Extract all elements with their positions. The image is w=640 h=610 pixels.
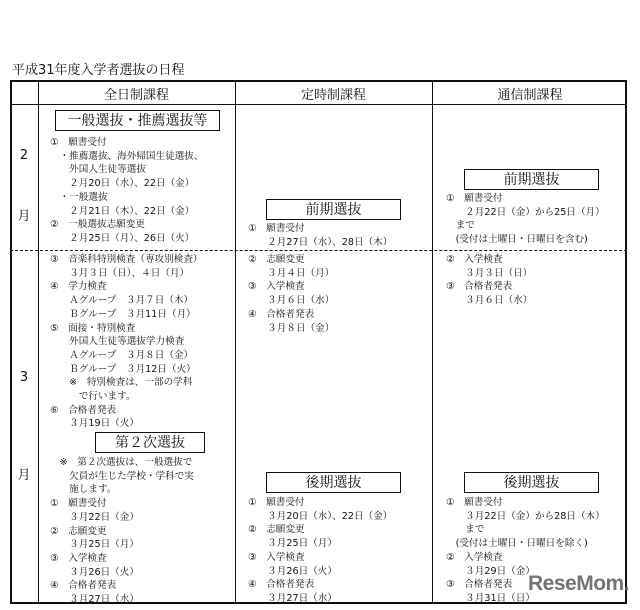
schedule-line: ・推薦選抜、海外帰国生徒選抜、 bbox=[50, 150, 204, 162]
schedule-line: ③ 合格者発表 bbox=[446, 579, 513, 591]
schedule-line: で行います。 bbox=[50, 391, 136, 403]
schedule-line: ２月27日（水）、28日（木） bbox=[248, 236, 393, 248]
schedule-line: Ａグループ ３月７日（木） bbox=[50, 295, 194, 307]
schedule-line: ⑥ 合格者発表 bbox=[50, 404, 117, 416]
schedule-line: ２月21日（木）、22日（金） bbox=[50, 205, 195, 217]
schedule-line: 外国人生徒等選抜 bbox=[50, 164, 146, 176]
schedule-line: ３月25日（月） bbox=[248, 538, 337, 550]
schedule-line: ② 一般選抜志願変更 bbox=[50, 219, 145, 231]
schedule-line: ３月20日（水）、22日（金） bbox=[248, 510, 393, 522]
month-mar-number: 3 bbox=[19, 370, 29, 385]
correspondence-mar-list bbox=[446, 253, 532, 308]
schedule-line: ③ 音楽科特別検査（専攻別検査） bbox=[50, 254, 203, 265]
fulltime-mar-list bbox=[50, 253, 203, 431]
schedule-line: まで bbox=[446, 524, 485, 536]
header-correspondence: 通信制課程 bbox=[497, 88, 563, 103]
schedule-line: ３月25日（月） bbox=[50, 539, 139, 551]
schedule-line: ① 願書受付 bbox=[248, 223, 305, 234]
schedule-line: ② 志願変更 bbox=[50, 525, 107, 537]
schedule-line: ③ 入学検査 bbox=[50, 552, 107, 564]
schedule-line: ３月22日（金）から28日（木） bbox=[446, 510, 605, 522]
general-selection-box: 一般選抜・推薦選抜等 bbox=[55, 110, 220, 131]
schedule-line: ③ 入学検査 bbox=[248, 551, 305, 563]
schedule-line: ④ 合格者発表 bbox=[50, 580, 117, 592]
schedule-line: 施します。 bbox=[50, 484, 117, 496]
column-divider bbox=[38, 80, 39, 604]
schedule-line: ② 入学検査 bbox=[446, 551, 503, 563]
parttime-second-list bbox=[248, 496, 392, 606]
schedule-line: ３月27日（水） bbox=[248, 592, 337, 604]
schedule-line: ３月19日（火） bbox=[50, 418, 139, 430]
column-divider bbox=[235, 80, 236, 604]
schedule-line: ※ 第２次選抜は、一般選抜で bbox=[50, 457, 193, 468]
fulltime-second-list bbox=[50, 456, 194, 607]
column-divider bbox=[432, 80, 433, 604]
schedule-line: ３月26日（火） bbox=[50, 566, 139, 578]
schedule-line: (受付は土曜日・日曜日を除く) bbox=[446, 538, 588, 550]
schedule-line: ① 願書受付 bbox=[446, 193, 503, 204]
correspondence-late-box: 後期選抜 bbox=[464, 472, 599, 493]
schedule-line: ② 志願変更 bbox=[248, 254, 305, 265]
schedule-line: ④ 合格者発表 bbox=[248, 308, 315, 320]
schedule-line: ３月22日（金） bbox=[50, 511, 139, 523]
schedule-line: ② 志願変更 bbox=[248, 524, 305, 536]
header-divider bbox=[10, 104, 627, 105]
schedule-line: Ｂグループ ３月12日（火） bbox=[50, 363, 196, 375]
schedule-line: ３月27日（水） bbox=[50, 594, 139, 606]
parttime-late-box: 後期選抜 bbox=[266, 472, 401, 493]
month-feb-number: 2 bbox=[19, 148, 29, 163]
schedule-line: ※ 特別検査は、一部の学科 bbox=[50, 377, 193, 389]
parttime-early-box: 前期選抜 bbox=[266, 199, 401, 220]
schedule-line: ３月６日（水） bbox=[248, 295, 335, 307]
schedule-line: ３月３日（日）、４日（月） bbox=[50, 267, 190, 279]
schedule-line: Ａグループ ３月８日（金） bbox=[50, 349, 194, 361]
schedule-line: 欠員が生じた学校・学科で実 bbox=[50, 470, 194, 482]
parttime-feb-list bbox=[248, 222, 392, 249]
month-divider bbox=[10, 250, 627, 251]
schedule-line: ③ 合格者発表 bbox=[446, 281, 513, 293]
schedule-line: ３月31日（日） bbox=[446, 592, 535, 604]
page-title: 平成31年度入学者選抜の日程 bbox=[12, 63, 185, 78]
schedule-line: ④ 合格者発表 bbox=[248, 579, 315, 591]
schedule-line: ３月29日（金） bbox=[446, 565, 535, 577]
resemom-watermark-logo: ReseMom. bbox=[528, 572, 630, 595]
month-mar-unit: 月 bbox=[17, 468, 31, 483]
schedule-line: ⑤ 面接・特別検査 bbox=[50, 322, 136, 334]
second-selection-box: 第２次選抜 bbox=[95, 432, 205, 453]
schedule-line: ３月４日（月） bbox=[248, 267, 335, 279]
schedule-line: 外国人生徒等選抜学力検査 bbox=[50, 336, 185, 348]
schedule-line: ① 願書受付 bbox=[50, 137, 107, 148]
header-fulltime: 全日制課程 bbox=[103, 88, 169, 103]
fulltime-feb-list bbox=[50, 136, 204, 246]
schedule-line: ④ 学力検査 bbox=[50, 281, 107, 293]
schedule-line: まで bbox=[446, 220, 475, 232]
schedule-line: ３月26日（火） bbox=[248, 565, 337, 577]
schedule-line: ３月６日（水） bbox=[446, 295, 533, 307]
schedule-line: ２月20日（水）、22日（金） bbox=[50, 178, 195, 190]
header-parttime: 定時制課程 bbox=[300, 88, 366, 103]
correspondence-feb-list bbox=[446, 192, 605, 247]
correspondence-early-box: 前期選抜 bbox=[464, 169, 599, 190]
schedule-line: ３月８日（金） bbox=[248, 322, 335, 334]
month-feb-unit: 月 bbox=[17, 209, 31, 224]
schedule-line: ③ 入学検査 bbox=[248, 281, 305, 293]
schedule-line: ① 願書受付 bbox=[248, 497, 305, 508]
schedule-line: Ｂグループ ３月11日（月） bbox=[50, 308, 196, 320]
schedule-line: ３月３日（日） bbox=[446, 267, 533, 279]
schedule-line: ② 入学検査 bbox=[446, 254, 503, 265]
schedule-line: ・一般選抜 bbox=[50, 191, 108, 203]
schedule-line: ２月25日（月）、26日（火） bbox=[50, 232, 195, 244]
schedule-line: ① 願書受付 bbox=[446, 497, 503, 508]
parttime-mar-list bbox=[248, 253, 334, 335]
schedule-line: ２月22日（金）から25日（月） bbox=[446, 206, 605, 218]
schedule-line: (受付は土曜日・日曜日を含む) bbox=[446, 234, 588, 246]
schedule-line: ① 願書受付 bbox=[50, 498, 107, 510]
